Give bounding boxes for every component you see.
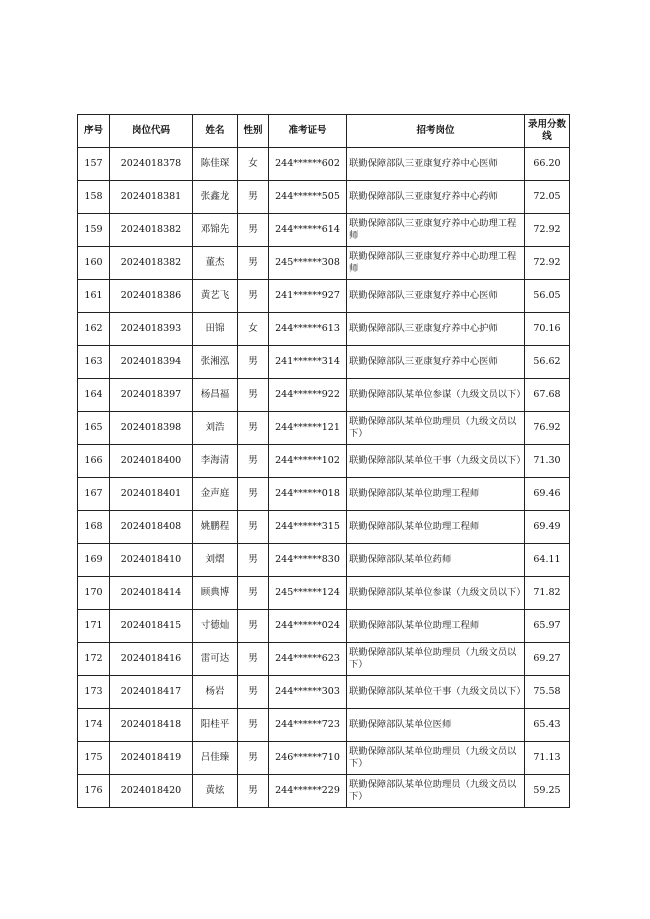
cell-index: 158 <box>78 181 110 214</box>
table-row <box>78 742 570 775</box>
cell-gender: 男 <box>238 709 269 742</box>
cell-gender: 男 <box>238 643 269 676</box>
cell-gender: 男 <box>238 577 269 610</box>
cell-position-code: 2024018419 <box>110 742 193 775</box>
cell-position-code: 2024018382 <box>110 214 193 247</box>
cell-name: 寸德灿 <box>193 610 238 643</box>
cell-position: 联勤保障部队某单位助理工程师 <box>347 610 525 643</box>
cell-name: 邓锦先 <box>193 214 238 247</box>
cell-gender: 男 <box>238 478 269 511</box>
cell-score: 72.05 <box>525 181 570 214</box>
header-cell-score: 录用分数线 <box>525 115 570 148</box>
cell-gender: 男 <box>238 742 269 775</box>
table-row <box>78 643 570 676</box>
cell-position: 联勤保障部队某单位参谋（九级文员以下） <box>347 379 525 412</box>
cell-index: 167 <box>78 478 110 511</box>
cell-exam-id: 246******710 <box>269 742 347 775</box>
cell-position: 联勤保障部队三亚康复疗养中心医师 <box>347 346 525 379</box>
cell-exam-id: 244******303 <box>269 676 347 709</box>
cell-name: 顾典博 <box>193 577 238 610</box>
cell-position-code: 2024018397 <box>110 379 193 412</box>
cell-exam-id: 244******024 <box>269 610 347 643</box>
cell-gender: 男 <box>238 280 269 313</box>
cell-exam-id: 244******623 <box>269 643 347 676</box>
header-cell-position-code: 岗位代码 <box>110 115 193 148</box>
cell-score: 56.62 <box>525 346 570 379</box>
cell-index: 170 <box>78 577 110 610</box>
cell-exam-id: 244******723 <box>269 709 347 742</box>
cell-position: 联勤保障部队某单位助理员（九级文员以下） <box>347 412 525 445</box>
cell-position: 联勤保障部队三亚康复疗养中心助理工程师 <box>347 247 525 280</box>
cell-exam-id: 241******314 <box>269 346 347 379</box>
cell-index: 172 <box>78 643 110 676</box>
cell-position-code: 2024018393 <box>110 313 193 346</box>
cell-score: 64.11 <box>525 544 570 577</box>
cell-exam-id: 244******922 <box>269 379 347 412</box>
cell-index: 164 <box>78 379 110 412</box>
document-page <box>77 114 569 808</box>
cell-position-code: 2024018394 <box>110 346 193 379</box>
cell-position: 联勤保障部队某单位助理员（九级文员以下） <box>347 643 525 676</box>
cell-index: 161 <box>78 280 110 313</box>
cell-gender: 男 <box>238 511 269 544</box>
header-cell-exam-id: 准考证号 <box>269 115 347 148</box>
cell-score: 67.68 <box>525 379 570 412</box>
cell-position-code: 2024018401 <box>110 478 193 511</box>
cell-score: 69.27 <box>525 643 570 676</box>
cell-position-code: 2024018418 <box>110 709 193 742</box>
cell-gender: 男 <box>238 247 269 280</box>
cell-score: 59.25 <box>525 775 570 808</box>
table-row <box>78 379 570 412</box>
table-row <box>78 214 570 247</box>
cell-index: 174 <box>78 709 110 742</box>
cell-index: 162 <box>78 313 110 346</box>
cell-gender: 男 <box>238 445 269 478</box>
cell-position: 联勤保障部队某单位助理员（九级文员以下） <box>347 775 525 808</box>
cell-position-code: 2024018420 <box>110 775 193 808</box>
cell-exam-id: 245******124 <box>269 577 347 610</box>
table-row <box>78 148 570 181</box>
cell-exam-id: 244******102 <box>269 445 347 478</box>
cell-score: 71.82 <box>525 577 570 610</box>
cell-position: 联勤保障部队某单位医师 <box>347 709 525 742</box>
cell-position-code: 2024018416 <box>110 643 193 676</box>
cell-gender: 男 <box>238 544 269 577</box>
table-row <box>78 181 570 214</box>
cell-position: 联勤保障部队三亚康复疗养中心医师 <box>347 148 525 181</box>
cell-score: 66.20 <box>525 148 570 181</box>
cell-position: 联勤保障部队某单位助理工程师 <box>347 478 525 511</box>
cell-exam-id: 244******613 <box>269 313 347 346</box>
cell-position: 联勤保障部队三亚康复疗养中心助理工程师 <box>347 214 525 247</box>
cell-exam-id: 244******505 <box>269 181 347 214</box>
cell-position-code: 2024018400 <box>110 445 193 478</box>
cell-position-code: 2024018414 <box>110 577 193 610</box>
cell-name: 金声庭 <box>193 478 238 511</box>
cell-gender: 男 <box>238 379 269 412</box>
cell-position: 联勤保障部队某单位干事（九级文员以下） <box>347 676 525 709</box>
table-row <box>78 247 570 280</box>
cell-score: 69.49 <box>525 511 570 544</box>
cell-name: 黄炫 <box>193 775 238 808</box>
table-row <box>78 412 570 445</box>
table-row <box>78 511 570 544</box>
header-cell-name: 姓名 <box>193 115 238 148</box>
cell-name: 杨岩 <box>193 676 238 709</box>
cell-position: 联勤保障部队三亚康复疗养中心护师 <box>347 313 525 346</box>
cell-gender: 男 <box>238 610 269 643</box>
cell-name: 张鑫龙 <box>193 181 238 214</box>
table-row <box>78 676 570 709</box>
table-row <box>78 610 570 643</box>
cell-name: 董杰 <box>193 247 238 280</box>
cell-gender: 男 <box>238 412 269 445</box>
cell-score: 71.30 <box>525 445 570 478</box>
cell-position-code: 2024018417 <box>110 676 193 709</box>
cell-position-code: 2024018415 <box>110 610 193 643</box>
table-row <box>78 775 570 808</box>
cell-name: 田锦 <box>193 313 238 346</box>
cell-index: 163 <box>78 346 110 379</box>
table-row <box>78 544 570 577</box>
table-row <box>78 478 570 511</box>
cell-exam-id: 244******602 <box>269 148 347 181</box>
cell-gender: 女 <box>238 148 269 181</box>
admission-score-table <box>77 114 570 808</box>
cell-position: 联勤保障部队某单位助理员（九级文员以下） <box>347 742 525 775</box>
cell-position: 联勤保障部队某单位助理工程师 <box>347 511 525 544</box>
cell-position-code: 2024018398 <box>110 412 193 445</box>
cell-position: 联勤保障部队某单位药师 <box>347 544 525 577</box>
cell-exam-id: 244******121 <box>269 412 347 445</box>
header-cell-index: 序号 <box>78 115 110 148</box>
cell-index: 165 <box>78 412 110 445</box>
cell-score: 76.92 <box>525 412 570 445</box>
cell-score: 71.13 <box>525 742 570 775</box>
cell-exam-id: 244******830 <box>269 544 347 577</box>
cell-index: 160 <box>78 247 110 280</box>
cell-gender: 男 <box>238 775 269 808</box>
cell-gender: 男 <box>238 346 269 379</box>
cell-exam-id: 241******927 <box>269 280 347 313</box>
table-body <box>78 148 570 808</box>
cell-position: 联勤保障部队三亚康复疗养中心药师 <box>347 181 525 214</box>
cell-index: 157 <box>78 148 110 181</box>
cell-name: 陈佳琛 <box>193 148 238 181</box>
cell-position-code: 2024018378 <box>110 148 193 181</box>
cell-score: 56.05 <box>525 280 570 313</box>
cell-name: 阳桂平 <box>193 709 238 742</box>
cell-position-code: 2024018381 <box>110 181 193 214</box>
cell-score: 65.43 <box>525 709 570 742</box>
cell-position-code: 2024018382 <box>110 247 193 280</box>
cell-exam-id: 244******018 <box>269 478 347 511</box>
cell-name: 黄艺飞 <box>193 280 238 313</box>
cell-name: 姚鹏程 <box>193 511 238 544</box>
cell-name: 雷可达 <box>193 643 238 676</box>
cell-score: 70.16 <box>525 313 570 346</box>
header-cell-gender: 性别 <box>238 115 269 148</box>
cell-index: 176 <box>78 775 110 808</box>
cell-exam-id: 244******315 <box>269 511 347 544</box>
cell-score: 75.58 <box>525 676 570 709</box>
table-row <box>78 709 570 742</box>
table-row <box>78 445 570 478</box>
cell-name: 吕佳臻 <box>193 742 238 775</box>
cell-score: 65.97 <box>525 610 570 643</box>
table-row <box>78 280 570 313</box>
cell-exam-id: 244******614 <box>269 214 347 247</box>
cell-position-code: 2024018386 <box>110 280 193 313</box>
cell-score: 72.92 <box>525 247 570 280</box>
table-row <box>78 577 570 610</box>
cell-index: 175 <box>78 742 110 775</box>
cell-name: 刘浩 <box>193 412 238 445</box>
cell-exam-id: 245******308 <box>269 247 347 280</box>
cell-index: 159 <box>78 214 110 247</box>
cell-name: 杨昌福 <box>193 379 238 412</box>
cell-exam-id: 244******229 <box>269 775 347 808</box>
cell-position-code: 2024018410 <box>110 544 193 577</box>
cell-position: 联勤保障部队某单位参谋（九级文员以下） <box>347 577 525 610</box>
cell-gender: 男 <box>238 676 269 709</box>
table-header-row <box>78 115 570 148</box>
header-cell-position: 招考岗位 <box>347 115 525 148</box>
cell-score: 72.92 <box>525 214 570 247</box>
cell-index: 168 <box>78 511 110 544</box>
table-row <box>78 313 570 346</box>
cell-index: 171 <box>78 610 110 643</box>
cell-score: 69.46 <box>525 478 570 511</box>
cell-gender: 男 <box>238 214 269 247</box>
cell-index: 169 <box>78 544 110 577</box>
cell-name: 李海清 <box>193 445 238 478</box>
cell-gender: 男 <box>238 181 269 214</box>
table-row <box>78 346 570 379</box>
cell-gender: 女 <box>238 313 269 346</box>
cell-position: 联勤保障部队某单位干事（九级文员以下） <box>347 445 525 478</box>
cell-position-code: 2024018408 <box>110 511 193 544</box>
cell-index: 173 <box>78 676 110 709</box>
cell-name: 张湘泓 <box>193 346 238 379</box>
cell-name: 刘熠 <box>193 544 238 577</box>
cell-position: 联勤保障部队三亚康复疗养中心医师 <box>347 280 525 313</box>
cell-index: 166 <box>78 445 110 478</box>
